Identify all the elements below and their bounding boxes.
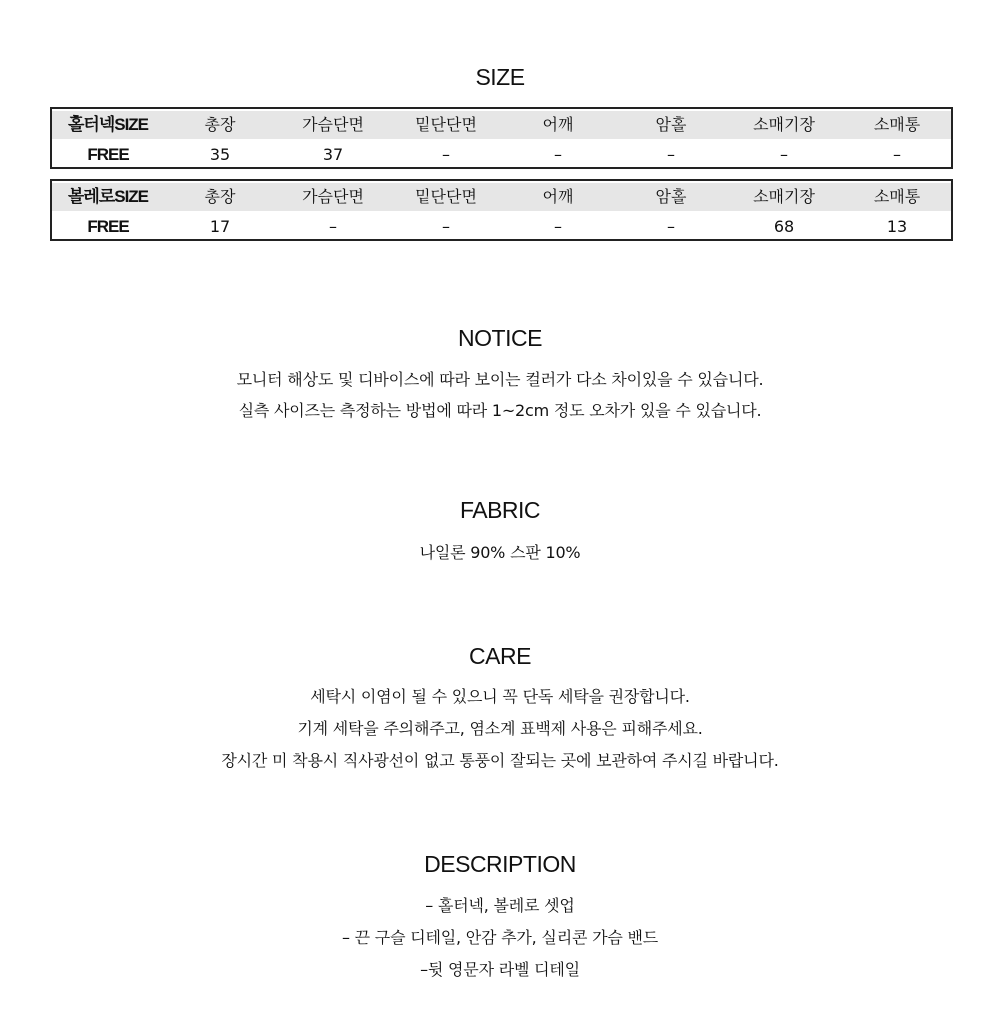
description-line: – 끈 구슬 디테일, 안감 추가, 실리콘 가슴 밴드 — [341, 928, 658, 947]
bolero-size-table — [50, 179, 953, 241]
table-header-cell: 소매기장 — [753, 115, 815, 134]
table-cell: 68 — [773, 217, 795, 236]
table-cell: – — [554, 145, 562, 164]
table-cell: 13 — [886, 217, 908, 236]
table-header-cell: 볼레로SIZE — [67, 187, 149, 206]
table-cell: – — [667, 217, 675, 236]
table-cell: 17 — [209, 217, 231, 236]
table-cell: FREE — [87, 217, 129, 236]
halterneck-size-table — [50, 107, 953, 169]
table-row — [52, 213, 951, 241]
table-header-row — [52, 111, 951, 139]
table-header-cell: 암홀 — [655, 187, 687, 206]
fabric-title: FABRIC — [459, 497, 541, 523]
table-header-cell: 소매기장 — [753, 187, 815, 206]
notice-title: NOTICE — [458, 325, 542, 351]
table-cell: – — [780, 145, 788, 164]
size-title: SIZE — [475, 64, 525, 90]
table-cell: 35 — [209, 145, 231, 164]
notice-line: 실측 사이즈는 측정하는 방법에 따라 1~2cm 정도 오차가 있을 수 있습니다. — [238, 401, 762, 420]
table-header-cell: 어깨 — [542, 187, 574, 206]
notice-line: 모니터 해상도 및 디바이스에 따라 보이는 컬러가 다소 차이있을 수 있습니다. — [236, 370, 764, 389]
table-header-cell: 소매통 — [873, 115, 921, 134]
table-row — [52, 141, 951, 169]
table-header-cell: 밑단단면 — [415, 115, 477, 134]
table-header-cell: 어깨 — [542, 115, 574, 134]
table-cell: 37 — [322, 145, 344, 164]
table-cell: – — [667, 145, 675, 164]
care-line: 세탁시 이염이 될 수 있으니 꼭 단독 세탁을 권장합니다. — [310, 687, 690, 706]
table-header-cell: 가슴단면 — [302, 115, 364, 134]
table-cell: – — [554, 217, 562, 236]
care-line: 기계 세탁을 주의해주고, 염소계 표백제 사용은 피해주세요. — [297, 719, 703, 738]
care-title: CARE — [469, 643, 531, 669]
description-title: DESCRIPTION — [424, 851, 576, 877]
table-cell: – — [893, 145, 901, 164]
table-header-row — [52, 183, 951, 211]
table-header-cell: 암홀 — [655, 115, 687, 134]
table-header-cell: 밑단단면 — [415, 187, 477, 206]
description-line: – 홀터넥, 볼레로 셋업 — [425, 896, 575, 915]
table-cell: FREE — [87, 145, 129, 164]
table-cell: – — [442, 145, 450, 164]
description-line: –뒷 영문자 라벨 디테일 — [420, 960, 580, 979]
table-cell: – — [442, 217, 450, 236]
fabric-line: 나일론 90% 스판 10% — [419, 543, 581, 562]
table-header-cell: 가슴단면 — [302, 187, 364, 206]
table-header-cell: 홀터넥SIZE — [67, 115, 149, 134]
table-header-cell: 총장 — [204, 115, 236, 134]
table-header-cell: 소매통 — [873, 187, 921, 206]
table-header-cell: 총장 — [204, 187, 236, 206]
table-cell: – — [329, 217, 337, 236]
care-line: 장시간 미 착용시 직사광선이 없고 통풍이 잘되는 곳에 보관하여 주시길 바랍니다. — [221, 751, 779, 770]
